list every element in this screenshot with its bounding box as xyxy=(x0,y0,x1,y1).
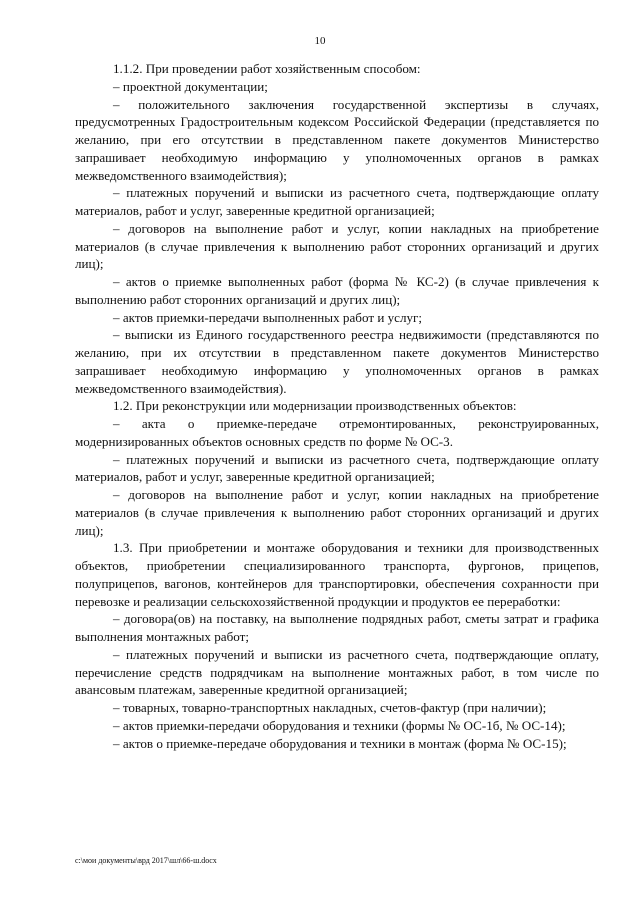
list-item-contracts-2: – договоров на выполнение работ и услуг, копии накладных на приобретение материалов (в случае привлечения к выполнению работ сторонних организаций и других лиц); xyxy=(75,487,599,538)
document-body xyxy=(75,60,599,752)
list-item-payment-orders-2: – платежных поручений и выписки из расчетного счета, подтверждающие оплату материалов, работ и услуг, заверенные кредитной организацией; xyxy=(75,451,599,485)
list-item-supply-contracts: – договора(ов) на поставку, на выполнение подрядных работ, сметы затрат и графика выполнения монтажных работ; xyxy=(75,611,599,644)
list-item-transfer-acts: – актов приемки-передачи выполненных работ и услуг; xyxy=(113,309,423,325)
list-item-payment-orders-3: – платежных поручений и выписки из расчетного счета, подтверждающие оплату, перечисление средств подрядчикам на выполнение монтажных работ, в том числе по авансовым платежам, заверенные кредитной организацией; xyxy=(75,646,599,698)
footer-file-path: c:\мои документы\врд 2017\шл\66-ш.docx xyxy=(75,856,217,865)
list-item-payment-orders: – платежных поручений и выписки из расчетного счета, подтверждающие оплату материалов, работ и услуг, заверенные кредитной организацией; xyxy=(75,185,599,218)
list-item-os3-act: – акта о приемке-передаче отремонтированных, реконструированных, модернизированных объектов основных средств по форме № ОС-3. xyxy=(75,416,599,449)
list-item-egrn-extracts: – выписки из Единого государственного реестра недвижимости (представляются по желанию, при их отсутствии в представленном пакете документов Министерство запрашивает необходимую информацию у уполномоченных органов в рамках межведомственного взаимодействия). xyxy=(75,327,599,396)
section-1-3-heading: 1.3. При приобретении и монтаже оборудования и техники для производственных объектов, приобретении специализированного транспорта, фургонов, прицепов, полуприцепов, вагонов, контейнеров для транспортировки, обеспечения сохранности при перевозке и реализации сельскохозяйственной продукции и продуктов ее переработки: xyxy=(75,540,599,609)
list-item-acceptance-acts-ks2: – актов о приемке выполненных работ (форма № КС-2) (в случае привлечения к выполнению работ сторонних организаций и других лиц); xyxy=(75,274,599,307)
list-item-state-expertise: – положительного заключения государственной экспертизы в случаях, предусмотренных Градостроительным кодексом Российской Федерации (представляется по желанию, при его отсутствии в представленном пакете документов Министерство запрашивает необходимую информацию у уполномоченных органов в рамках межведомственного взаимодействия); xyxy=(75,96,599,183)
list-item-os1b-os14-acts: – актов приемки-передачи оборудования и техники (формы № ОС-1б, № ОС-14); xyxy=(113,717,566,733)
section-1-2-heading: 1.2. При реконструкции или модернизации производственных объектов: xyxy=(113,398,517,414)
list-item-project-documentation: – проектной документации; xyxy=(113,78,268,94)
list-item-waybills: – товарных, товарно-транспортных накладных, счетов-фактур (при наличии); xyxy=(113,700,547,715)
list-item-os15-acts: – актов о приемке-передаче оборудования и техники в монтаж (форма № ОС-15); xyxy=(113,735,567,751)
page-number: 10 xyxy=(314,35,326,47)
section-1-1-2-heading: 1.1.2. При проведении работ хозяйственным способом: xyxy=(113,61,421,76)
list-item-contracts: – договоров на выполнение работ и услуг, копии накладных на приобретение материалов (в случае привлечения к выполнению работ сторонних организаций и других лиц); xyxy=(75,220,599,272)
